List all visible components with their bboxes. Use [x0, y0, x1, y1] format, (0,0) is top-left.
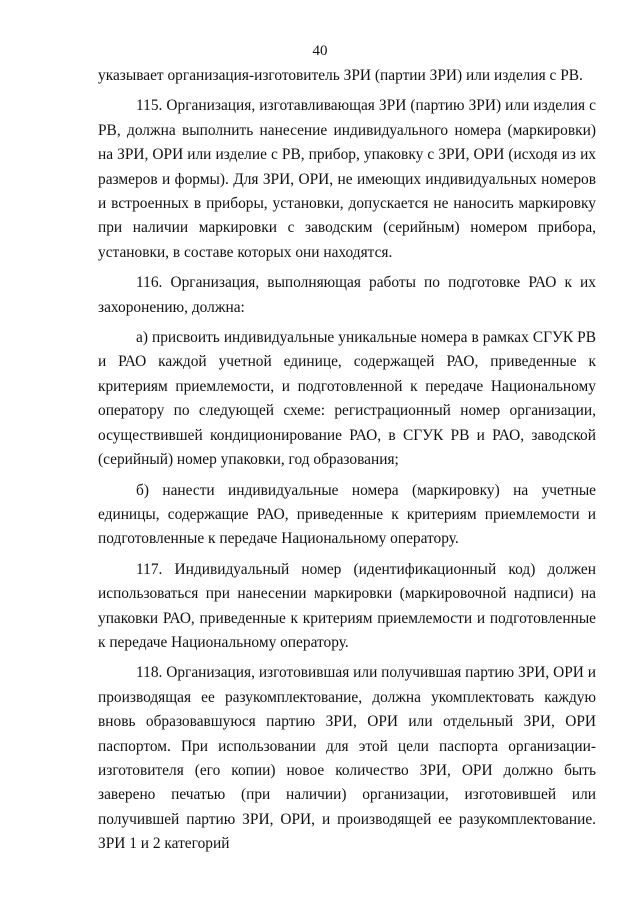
paragraph-118: 118. Организация, изготовившая или получившая партию ЗРИ, ОРИ и производящая ее разукомплектование, должна укомплектовать каждую вновь образовавшуюся партию ЗРИ, ОРИ или отдельный ЗРИ, ОРИ паспортом. При использовании для этой цели паспорта организации-изготовителя (его копии) новое количество ЗРИ, ОРИ должно быть заверено печатью (при наличии) организации, изготовившей или получившей партию ЗРИ, ОРИ, и производящей ее разукомплектование. ЗРИ 1 и 2 категорий	[98, 664, 596, 853]
paragraph-117: 117. Индивидуальный номер (идентификационный код) должен использоваться при нанесении маркировки (маркировочной надписи) на упаковки РАО, приведенные к критериям приемлемости и подготовленные к передаче Национальному оператору.	[98, 560, 596, 651]
paragraph-116-b: б) нанести индивидуальные номера (маркировку) на учетные единицы, содержащие РАО, приведенные к критериям приемлемости и подготовленные к передаче Национальному оператору.	[98, 481, 596, 548]
paragraph-116: 116. Организация, выполняющая работы по подготовке РАО к их захоронению, должна:	[98, 274, 596, 316]
document-body	[98, 64, 596, 863]
page-number: 40	[312, 43, 328, 59]
paragraph-continuation: указывает организация-изготовитель ЗРИ (партии ЗРИ) или изделия с РВ.	[98, 67, 583, 84]
paragraph-115: 115. Организация, изготавливающая ЗРИ (партию ЗРИ) или изделия с РВ, должна выполнить нанесение индивидуального номера (маркировки) на ЗРИ, ОРИ или изделие с РВ, прибор, упаковку с ЗРИ, ОРИ (исходя из их размеров и формы). Для ЗРИ, ОРИ, не имеющих индивидуальных номеров и встроенных в приборы, установки, допускается не наносить маркировку при наличии маркировки с заводским (серийным) номером прибора, установки, в составе которых они находятся.	[98, 97, 596, 261]
paragraph-116-a: а) присвоить индивидуальные уникальные номера в рамках СГУК РВ и РАО каждой учетной единице, содержащей РАО, приведенные к критериям приемлемости, и подготовленной к передаче Национальному оператору по следующей схеме: регистрационный номер организации, осуществившей кондиционирование РАО, в СГУК РВ и РАО, заводской (серийный) номер упаковки, год образования;	[98, 329, 596, 469]
